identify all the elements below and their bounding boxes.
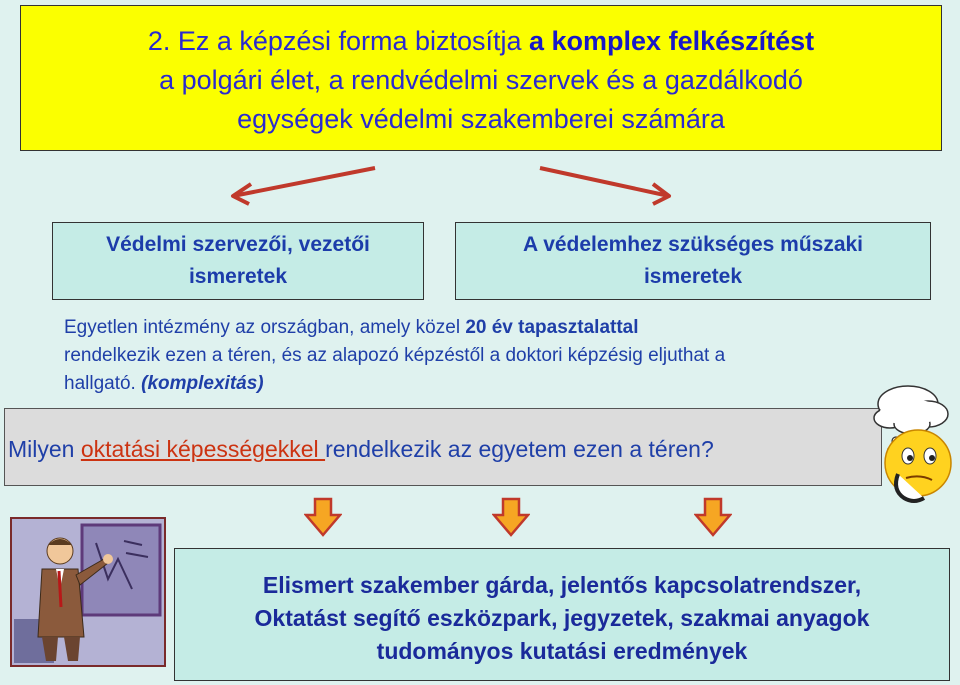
- teacher-illustration: [10, 517, 166, 667]
- question-text: Milyen oktatási képességekkel rendelkezik az egyetem ezen a téren?: [8, 436, 714, 462]
- title-bold: a komplex felkészítést: [529, 26, 815, 56]
- defense-organizer-box: Védelmi szervezői, vezetői ismeretek: [52, 222, 424, 300]
- title-box: [20, 5, 942, 151]
- result-line-3: tudományos kutatási eredmények: [376, 638, 748, 664]
- result-line-1: Elismert szakember gárda, jelentős kapcsolatrendszer,: [262, 572, 862, 598]
- diverging-arrows: [225, 160, 685, 210]
- title-line-3: egységek védelmi szakemberei számára: [237, 104, 725, 134]
- question-highlight: oktatási képességekkel: [80, 436, 326, 462]
- technical-knowledge-box: A védelemhez szükséges műszaki ismeretek: [455, 222, 931, 300]
- arrow-left-icon: [233, 168, 375, 204]
- complexity-note: (komplexitás): [141, 373, 264, 394]
- down-arrow-icon: [304, 497, 342, 539]
- thinking-face-icon: [868, 378, 958, 510]
- down-arrow-icon: [492, 497, 530, 539]
- title-line-2: a polgári élet, a rendvédelmi szervek és a gazdálkodó: [159, 65, 803, 95]
- arrow-right-icon: [540, 168, 669, 204]
- experience-paragraph: Egyetlen intézmény az országban, amely közel 20 év tapasztalattal rendelkezik ezen a téren, és az alapozó képzéstől a doktori képzésig eljuthat a hallgató. (komplexitás): [64, 317, 726, 394]
- title-line-1: 2. Ez a képzési forma biztosítja a komplex felkészítést: [147, 26, 815, 56]
- result-box: [174, 548, 950, 681]
- result-line-2: Oktatást segítő eszközpark, jegyzetek, szakmai anyagok: [254, 605, 870, 631]
- experience-highlight: 20 év tapasztalattal: [465, 317, 639, 338]
- down-arrow-icon: [694, 497, 732, 539]
